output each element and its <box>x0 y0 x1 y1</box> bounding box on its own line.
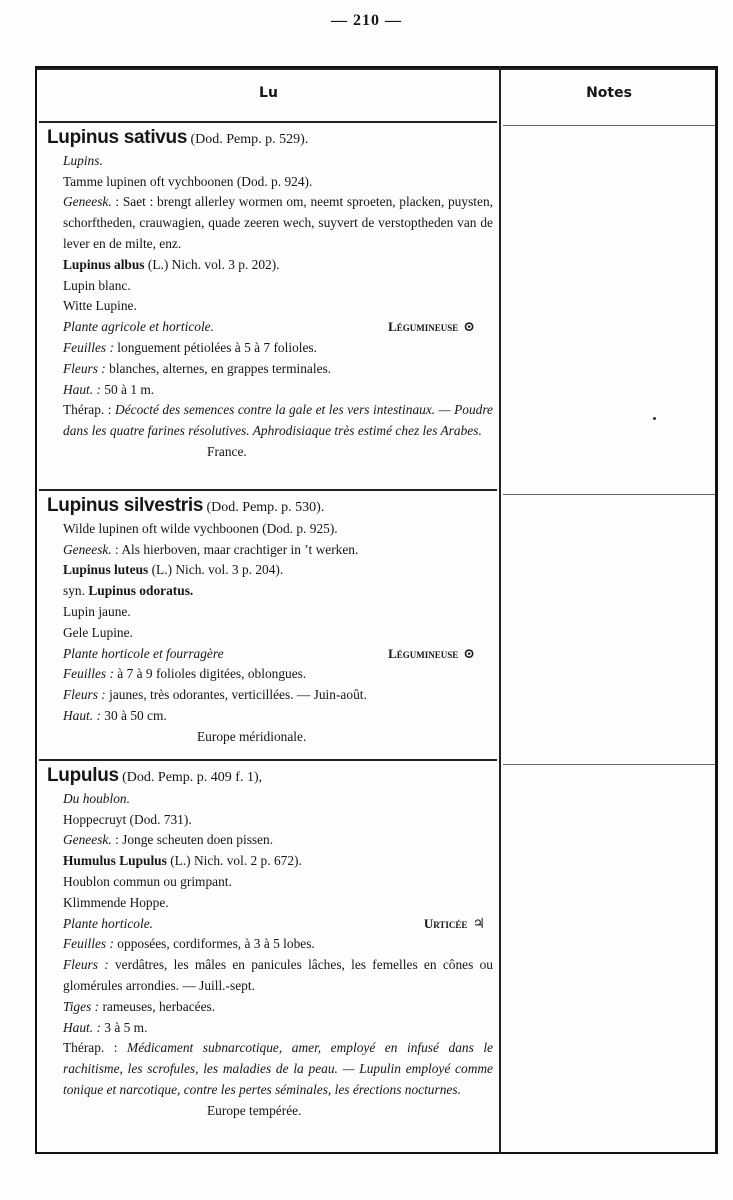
notes-mark <box>653 417 656 420</box>
leaves-label: Feuilles : <box>63 339 114 355</box>
therapy-text: Médicament subnarcotique, amer, employé en infusé dans le rachitisme, les scrofules, les maladies de la peau. — Lupulin employé comme tonique et narcotique, contre les pertes séminales, les érections nocturnes. <box>63 1040 493 1097</box>
leaves-text: longuement pétiolées à 5 à 7 folioles. <box>113 339 317 355</box>
page-number: — 210 — <box>331 12 402 29</box>
geneesk-paragraph <box>47 192 493 254</box>
therapy-text: Décocté des semences contre la gale et les vers intestinaux. — Poudre dans les quatre farines résolutives. Aphrodisiaque très estimé chez les Arabes. <box>63 402 493 439</box>
flowers-line <box>47 359 493 380</box>
leaves-line <box>47 934 493 955</box>
entry-heading <box>47 128 493 151</box>
entry-heading <box>47 766 493 789</box>
stems-text: rameuses, herbacées. <box>99 998 216 1014</box>
geneesk-text: : Jonge scheuten doen pissen. <box>111 832 274 848</box>
entry-lupinus-sativus <box>47 128 493 463</box>
french-name: Houblon commun ou grimpant. <box>63 873 232 889</box>
entry-name: Lupinus sativus <box>47 127 188 148</box>
entry-reference: (Dod. Pemp. p. 530). <box>206 500 325 515</box>
perennial-symbol-icon: ♃ <box>472 916 485 932</box>
annual-symbol-icon: ⊙ <box>463 646 475 662</box>
synonym-line <box>47 581 493 602</box>
flowers-line <box>47 685 493 706</box>
entry-line: Tamme lupinen oft vychboonen (Dod. p. 924). <box>63 173 313 189</box>
flowers-label: Fleurs : <box>63 687 106 703</box>
family-name: Légumineuse <box>388 319 459 335</box>
leaves-text: opposées, cordiformes, à 3 à 5 lobes. <box>113 936 315 952</box>
entry-divider <box>39 489 497 491</box>
height-line <box>47 1018 493 1039</box>
region-line: Europe méridionale. <box>197 728 307 744</box>
synonym-line <box>47 255 493 276</box>
entry-name: Lupulus <box>47 765 119 786</box>
synonym-label: syn. <box>63 583 89 599</box>
height-label: Haut. : <box>63 1019 101 1035</box>
dutch-name: Klimmende Hoppe. <box>63 894 169 910</box>
entry-heading <box>47 496 493 519</box>
synonym-name: Lupinus luteus <box>63 562 149 578</box>
synonym-line <box>47 851 493 872</box>
height-line <box>47 706 493 727</box>
therapy-label: Thérap. : <box>63 1040 128 1056</box>
entry-divider <box>39 759 497 761</box>
usage-line <box>47 317 493 338</box>
column-header-notes: Notes <box>586 85 632 101</box>
geneesk-label: Geneesk. <box>63 194 112 210</box>
top-rule <box>37 68 716 70</box>
dutch-name: Witte Lupine. <box>63 298 137 314</box>
synonym-name: Lupinus albus <box>63 256 145 272</box>
region-line: Europe tempérée. <box>207 1102 302 1118</box>
usage-text: Plante agricole et horticole. <box>63 319 214 335</box>
usage-line <box>47 914 493 935</box>
annual-symbol-icon: ⊙ <box>463 320 475 336</box>
column-divider <box>499 66 501 1154</box>
entry-name: Lupinus silvestris <box>47 495 204 516</box>
flowers-label: Fleurs : <box>63 360 106 376</box>
entry-line: Hoppecruyt (Dod. 731). <box>63 811 192 827</box>
entry-line: Wilde lupinen oft wilde vychboonen (Dod. p. 925). <box>63 520 338 536</box>
synonym-line <box>47 560 493 581</box>
stems-line <box>47 997 493 1018</box>
family-name: Urticée <box>423 915 468 931</box>
synonym-name: Lupinus odoratus. <box>88 583 194 599</box>
geneesk-text: : Als hierboven, maar crachtiger in ’t werken. <box>111 541 359 557</box>
usage-text: Plante horticole. <box>63 915 153 931</box>
flowers-text: blanches, alternes, en grappes terminales. <box>105 360 332 376</box>
therapy-label: Thérap. : <box>63 402 116 418</box>
entry-lupulus <box>47 766 493 1122</box>
height-label: Haut. : <box>63 381 101 397</box>
family-label <box>388 317 475 339</box>
flowers-text: verdâtres, les mâles en panicules lâches, les femelles en cônes ou glomérules arrondies. — Juill.-sept. <box>63 957 493 993</box>
flowers-label: Fleurs : <box>63 957 109 973</box>
column-header-lu: Lu <box>259 85 278 101</box>
notes-rule <box>503 494 715 495</box>
leaves-line <box>47 664 493 685</box>
synonym-reference: (L.) Nich. vol. 3 p. 202). <box>144 256 280 272</box>
stems-label: Tiges : <box>63 998 100 1014</box>
geneesk-label: Geneesk. <box>63 541 112 557</box>
usage-line <box>47 644 493 665</box>
height-label: Haut. : <box>63 707 101 723</box>
geneesk-paragraph <box>47 540 493 561</box>
flowers-paragraph <box>47 955 493 997</box>
synonym-name: Humulus Lupulus <box>63 853 167 869</box>
entry-lupinus-silvestris <box>47 496 493 748</box>
leaves-label: Feuilles : <box>63 936 114 952</box>
leaves-text: à 7 à 9 folioles digitées, oblongues. <box>113 666 307 682</box>
therapy-paragraph <box>47 1038 493 1100</box>
geneesk-text: : Saet : brengt allerley wormen om, neemt sproeten, placken, puysten, schorftheden, crauwagien, quade zeeren wech, suyvert de verstoptheden van de lever en de milte, enz. <box>63 194 493 251</box>
region-line: France. <box>207 443 247 459</box>
leaves-line <box>47 338 493 359</box>
family-label <box>388 644 475 666</box>
usage-text: Plante horticole et fourragère <box>63 645 224 661</box>
family-label <box>424 914 485 936</box>
entry-reference: (Dod. Pemp. p. 409 f. 1), <box>122 770 263 785</box>
therapy-paragraph <box>47 400 493 442</box>
french-name: Lupin jaune. <box>63 603 131 619</box>
synonym-reference: (L.) Nich. vol. 3 p. 204). <box>148 562 284 578</box>
header-rule <box>39 121 497 123</box>
entry-line: Du houblon. <box>63 790 130 806</box>
notes-rule <box>503 764 715 765</box>
synonym-reference: (L.) Nich. vol. 2 p. 672). <box>166 853 302 869</box>
leaves-label: Feuilles : <box>63 666 114 682</box>
flowers-text: jaunes, très odorantes, verticillées. — Juin-août. <box>105 687 367 703</box>
geneesk-label: Geneesk. <box>63 832 112 848</box>
dutch-name: Gele Lupine. <box>63 624 133 640</box>
notes-rule <box>503 125 715 126</box>
entry-line: Lupins. <box>63 152 103 168</box>
family-name: Légumineuse <box>388 645 459 661</box>
height-line <box>47 380 493 401</box>
height-text: 50 à 1 m. <box>100 381 155 397</box>
height-text: 3 à 5 m. <box>100 1019 148 1035</box>
height-text: 30 à 50 cm. <box>100 707 167 723</box>
french-name: Lupin blanc. <box>63 277 131 293</box>
geneesk-paragraph <box>47 830 493 851</box>
entry-reference: (Dod. Pemp. p. 529). <box>190 132 309 147</box>
